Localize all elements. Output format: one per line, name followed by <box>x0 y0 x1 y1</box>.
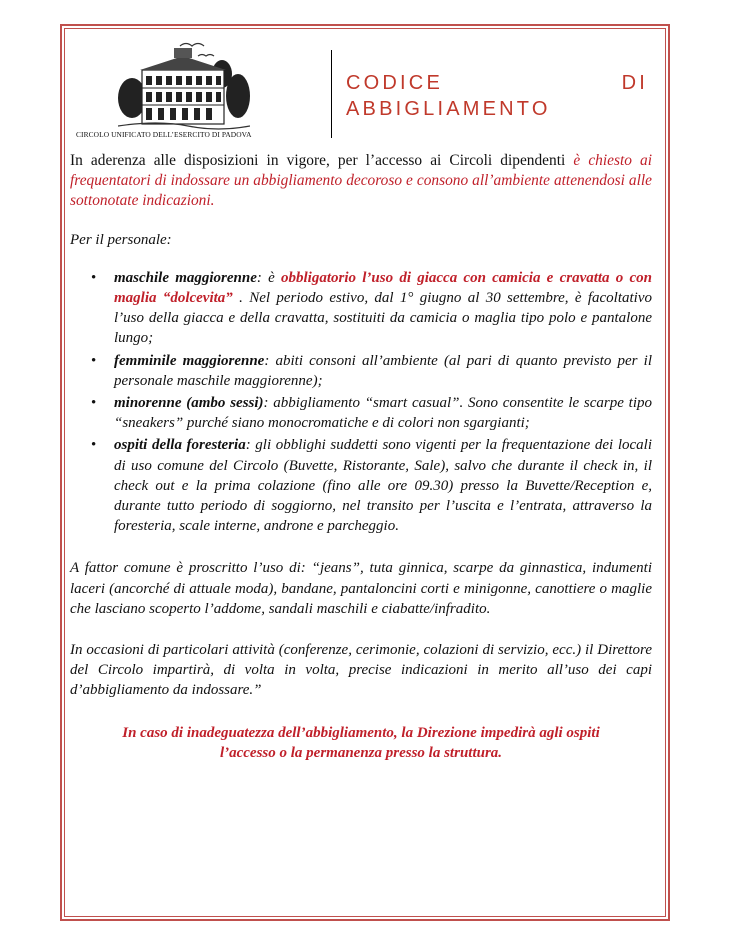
organization-name: CIRCOLO UNIFICATO DELL’ESERCITO DI PADOVA <box>76 130 252 139</box>
intro-emphasis: è chiesto ai frequentatori di indossare un abbigliamento decoroso e consono all’ambiente attenendosi alle sottonotate indicazioni. <box>70 152 653 210</box>
intro-paragraph <box>70 151 652 212</box>
final-warning-line2: l’accesso o la permanenza presso la struttura. <box>219 744 503 761</box>
title-word-abbigliamento: ABBIGLIAMENTO <box>346 98 551 120</box>
list-item <box>114 351 652 391</box>
final-warning <box>70 723 652 763</box>
title-word-di: DI <box>621 72 648 94</box>
item-label: ospiti della foresteria <box>114 437 246 454</box>
item-text: : abbigliamento “smart casual”. Sono consentite le scarpe tipo “sneakers” purché siano monocromatiche e di colori non sgargianti; <box>114 395 652 432</box>
common-prohibitions-paragraph: A fattor comune è proscritto l’uso di: “jeans”, tuta ginnica, scarpe da ginnastica, indumenti laceri (ancorché di attuale moda), bandane, pantaloncini corti e minigonne, canottiere o maglie che lasciano scoperto l’addome, sandali maschili e ciabatte/infradito. <box>70 560 652 617</box>
item-text: . Nel periodo estivo, dal 1° giugno al 30 settembre, è facoltativo l’uso della giacca e della cravatta, sostituiti da camicia o maglia tipo polo e pantalone lungo; <box>114 290 652 347</box>
item-label: minorenne (ambo sessi) <box>114 395 264 412</box>
item-emphasis: obbligatorio l’uso di giacca con camicia e cravatta o con maglia “dolcevita” <box>114 269 653 307</box>
document-body <box>70 151 652 763</box>
list-item <box>114 435 652 536</box>
document-title <box>346 70 648 122</box>
list-item <box>114 268 652 349</box>
final-warning-line1: In caso di inadeguatezza dell’abbigliamento, la Direzione impedirà agli ospiti <box>122 724 600 741</box>
title-word-codice: CODICE <box>346 72 443 94</box>
rules-list <box>70 268 652 537</box>
club-building-logo <box>118 40 250 132</box>
item-text: : gli obblighi suddetti sono vigenti per la frequentazione dei locali di uso comune del Circolo (Buvette, Ristorante, Sale), salvo che durante il check in, il check out e la prima colazione (fino alle ore 09.30) presso la Buvette/Reception e, durante tutto periodo di soggiorno, nel transito per l’uscita e l’entrata, attraverso la foresteria, scale interne, androne e parcheggio. <box>114 437 652 535</box>
special-occasions-paragraph: In occasioni di particolari attività (conferenze, cerimonie, colazioni di servizio, ecc.) il Direttore del Circolo impartirà, di volta in volta, precise indicazioni in merito all’uso dei capi d’abbigliamento da indossare.” <box>70 642 652 699</box>
header-divider <box>331 50 332 138</box>
personnel-heading: Per il personale: <box>70 231 172 248</box>
item-label: femminile maggiorenne <box>114 352 265 369</box>
intro-text: In aderenza alle disposizioni in vigore, per l’accesso ai Circoli dipendenti <box>70 152 574 169</box>
item-text: : abiti consoni all’ambiente (al pari di quanto previsto per il personale maschile maggiorenne); <box>114 352 652 389</box>
list-item <box>114 393 652 433</box>
item-separator: : è <box>256 269 282 286</box>
item-label: maschile maggiorenne <box>114 269 257 286</box>
